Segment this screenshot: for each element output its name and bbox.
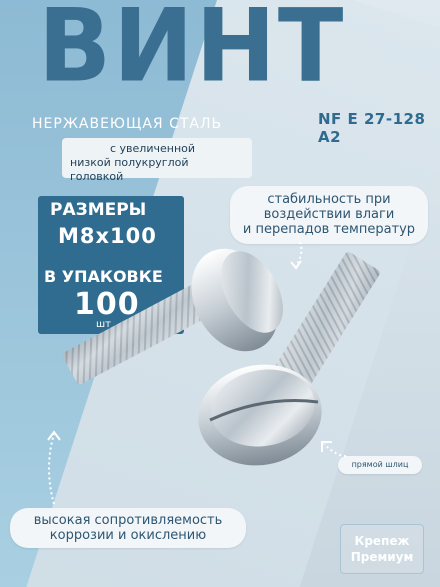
stability-line-1: стабильность при bbox=[267, 192, 391, 207]
arrow-stability-icon bbox=[286, 240, 316, 274]
stability-line-3: и перепадов температур bbox=[242, 222, 416, 237]
bolt-1 bbox=[61, 234, 295, 386]
size-value: M8x100 bbox=[58, 224, 157, 248]
material-label: НЕРЖАВЕЮЩАЯ СТАЛЬ bbox=[32, 116, 223, 132]
stability-line-2: воздействии влаги bbox=[263, 207, 395, 222]
brand-line-1: Крепеж bbox=[354, 534, 410, 548]
brand-badge bbox=[340, 524, 424, 574]
brand-line-2: Премиум bbox=[350, 550, 414, 564]
description-line-2: низкой полукруглой головкой bbox=[70, 156, 189, 183]
corrosion-line-1: высокая сопротивляемость bbox=[33, 513, 223, 528]
standard-label: NF E 27-128 A2 bbox=[318, 110, 426, 146]
bolts-illustration bbox=[60, 220, 420, 480]
pack-unit: шт bbox=[96, 319, 111, 330]
corrosion-pill bbox=[10, 508, 246, 548]
arrow-slot-icon bbox=[318, 438, 348, 460]
product-title: ВИНТ bbox=[38, 0, 346, 105]
slot-pill: прямой шлиц bbox=[338, 456, 422, 474]
pack-quantity: 100 bbox=[74, 287, 140, 322]
description-box bbox=[62, 138, 252, 183]
sizes-label: РАЗМЕРЫ bbox=[50, 200, 147, 220]
arrow-corrosion-icon bbox=[40, 428, 70, 508]
corrosion-line-2: коррозии и окислению bbox=[49, 528, 207, 543]
pack-label: В УПАКОВКЕ bbox=[44, 267, 163, 286]
stability-pill bbox=[230, 186, 428, 244]
description-line-1: с увеличенной bbox=[110, 142, 196, 155]
